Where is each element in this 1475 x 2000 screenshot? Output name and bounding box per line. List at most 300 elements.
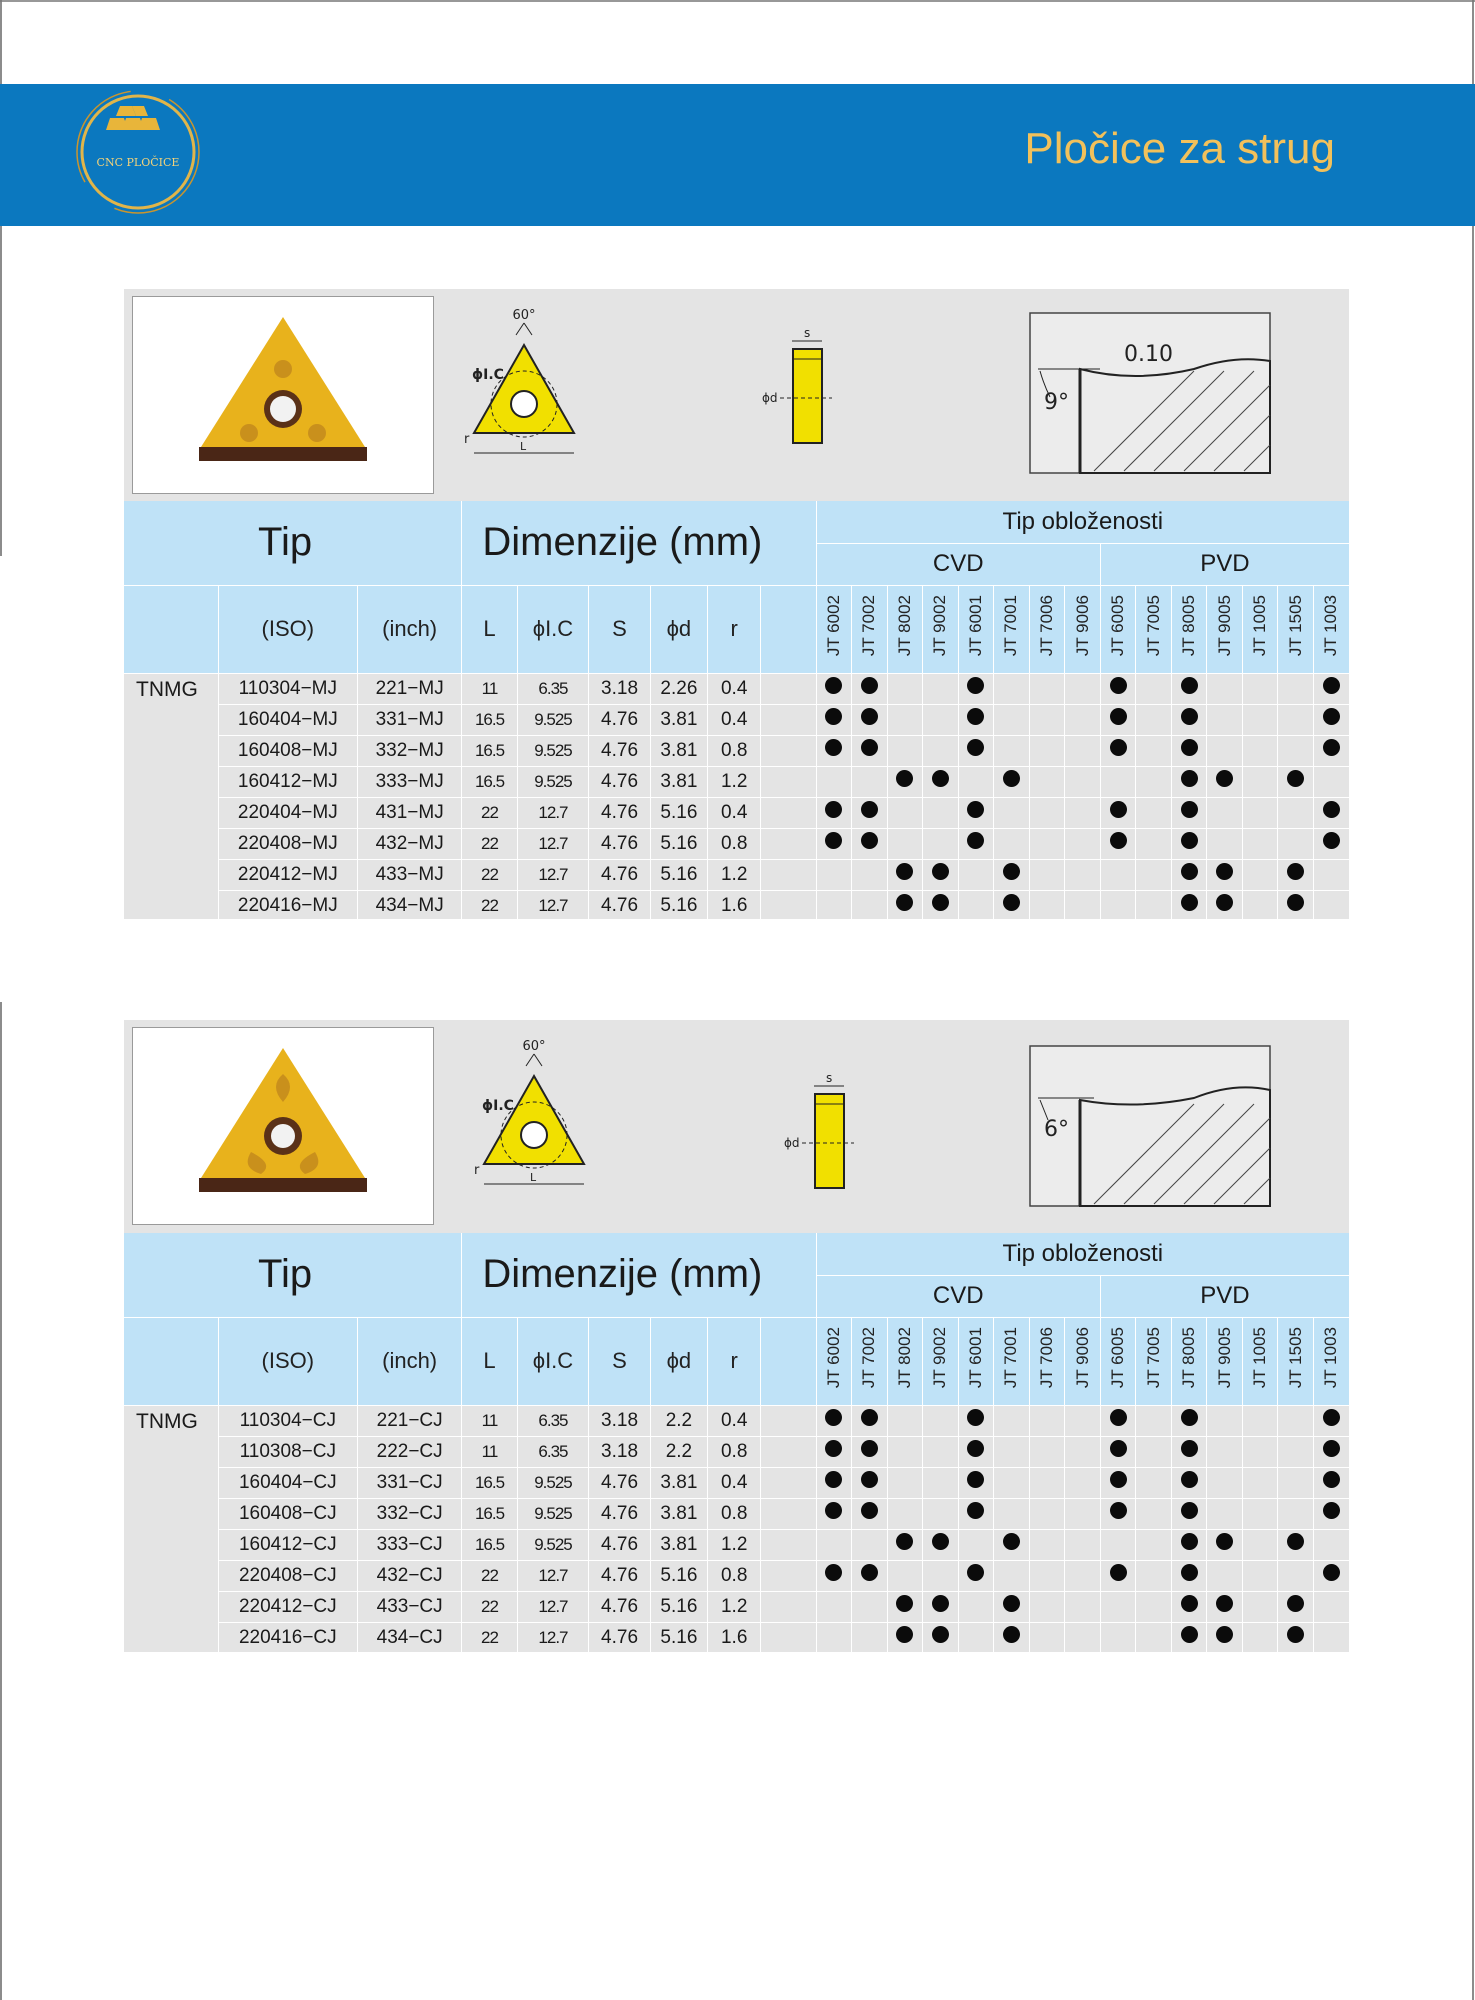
grade-cell [1065,859,1101,890]
grade-cell [994,1405,1030,1436]
grade-cell [923,1436,959,1467]
coating-header: Tip obloženosti [816,501,1349,543]
inch-cell: 332−MJ [357,735,461,766]
availability-dot [1110,677,1127,694]
grade-cell [816,1529,852,1560]
grade-label: JT 7006 [1036,595,1056,657]
r-cell: 0.8 [708,1498,761,1529]
inch-cell: 332−CJ [357,1498,461,1529]
availability-dot [1110,1502,1127,1519]
table-row [124,859,1349,890]
ic-cell: 9.525 [517,1467,589,1498]
grade-cell [1100,859,1136,890]
s-cell: 3.18 [589,1436,650,1467]
availability-dot [825,677,842,694]
availability-dot [932,770,949,787]
ic-cell: 12.7 [517,859,589,890]
triangle-diagram [474,1038,604,1196]
grade-cell [958,735,994,766]
cvd-header: CVD [816,543,1100,585]
grade-cell [887,828,923,859]
grade-label: JT 9002 [930,595,950,657]
grade-cell [1171,1405,1207,1436]
grade-cell [923,1622,959,1653]
col-l: L [462,585,517,673]
grade-cell [1100,1405,1136,1436]
tip-header: Tip [124,1233,462,1317]
grade-cell [1242,1529,1278,1560]
grade-cell [816,735,852,766]
d-cell: 2.26 [650,673,707,704]
grade-cell [1100,1529,1136,1560]
grade-cell [1065,1405,1101,1436]
d-cell: 2.2 [650,1436,707,1467]
grade-cell [1136,1622,1172,1653]
grade-cell [994,797,1030,828]
col-d: ϕd [650,585,707,673]
grade-cell [852,890,888,921]
grade-cell [994,766,1030,797]
grade-cell [852,1436,888,1467]
iso-cell: 160412−CJ [218,1529,357,1560]
availability-dot [1181,708,1198,725]
grade-cell [1171,1560,1207,1591]
grade-cell [1313,766,1349,797]
grade-cell [816,1436,852,1467]
grade-cell [1278,1591,1314,1622]
profile-diagram [1024,311,1274,479]
l-cell: 16.5 [462,1529,517,1560]
grade-label: JT 7002 [859,1327,879,1389]
ic-cell: 9.525 [517,735,589,766]
availability-dot [825,801,842,818]
grade-cell [1242,1498,1278,1529]
table-row [124,1405,1349,1436]
thickness-diagram [784,1072,854,1192]
svg-text:ϕI.C: ϕI.C [472,367,504,383]
svg-text:r: r [464,432,470,447]
grade-cell [1100,828,1136,859]
s-cell: 4.76 [589,1498,650,1529]
grade-header [816,1317,852,1405]
coating-header: Tip obloženosti [816,1233,1349,1275]
s-cell: 4.76 [589,1591,650,1622]
grade-header [1278,1317,1314,1405]
grade-cell [887,1591,923,1622]
col-iso: (ISO) [218,585,357,673]
grade-cell [1207,673,1243,704]
grade-cell [1136,859,1172,890]
grade-label: JT 8002 [894,595,914,657]
type-name: TNMG [124,673,218,921]
grade-cell [1136,1467,1172,1498]
grade-header [1313,1317,1349,1405]
iso-cell: 160408−CJ [218,1498,357,1529]
grade-label: JT 7006 [1036,1327,1056,1389]
grade-cell [1313,1498,1349,1529]
availability-dot [1003,1595,1020,1612]
grade-header [1100,1317,1136,1405]
availability-dot [1323,1564,1340,1581]
availability-dot [1003,1533,1020,1550]
type-name: TNMG [124,1405,218,1653]
grade-cell [887,1436,923,1467]
availability-dot [1287,1626,1304,1643]
grade-cell [852,1467,888,1498]
availability-dot [1181,1533,1198,1550]
grade-cell [1242,1622,1278,1653]
grade-header [1207,1317,1243,1405]
inch-cell: 434−CJ [357,1622,461,1653]
profile-diagram [1024,1044,1274,1212]
svg-text:r: r [474,1163,480,1178]
company-logo [74,88,202,216]
grade-cell [852,828,888,859]
availability-dot [1216,1595,1233,1612]
grade-cell [923,1498,959,1529]
grade-cell [852,673,888,704]
availability-dot [967,708,984,725]
grade-cell [1065,890,1101,921]
grade-cell [1313,1467,1349,1498]
grade-cell [1278,766,1314,797]
grade-cell [1278,859,1314,890]
grade-cell [1242,1467,1278,1498]
grade-cell [994,828,1030,859]
availability-dot [1287,863,1304,880]
col-inch: (inch) [357,1317,461,1405]
availability-dot [967,1409,984,1426]
grade-cell [1065,673,1101,704]
grade-cell [1065,1560,1101,1591]
availability-dot [1323,1502,1340,1519]
svg-text:6°: 6° [1044,1117,1069,1142]
dimensions-header: Dimenzije (mm) [462,1233,816,1317]
grade-cell [1313,1560,1349,1591]
grade-cell [852,766,888,797]
r-cell: 0.8 [708,1560,761,1591]
availability-dot [1323,677,1340,694]
grade-cell [1065,1591,1101,1622]
availability-dot [861,1409,878,1426]
grade-cell [1278,828,1314,859]
inch-cell: 221−MJ [357,673,461,704]
grade-cell [1136,735,1172,766]
availability-dot [861,1564,878,1581]
grade-cell [1136,890,1172,921]
r-cell: 0.4 [708,673,761,704]
grade-cell [1136,828,1172,859]
grade-cell [1171,704,1207,735]
r-cell: 1.6 [708,1622,761,1653]
grade-label: JT 9006 [1072,1327,1092,1389]
availability-dot [932,1626,949,1643]
grade-cell [1171,890,1207,921]
availability-dot [1003,770,1020,787]
grade-cell [1136,1591,1172,1622]
grade-cell [1242,704,1278,735]
availability-dot [967,1471,984,1488]
svg-text:9°: 9° [1044,390,1069,415]
grade-cell [1171,1467,1207,1498]
grade-cell [887,766,923,797]
availability-dot [1181,863,1198,880]
pvd-header: PVD [1100,543,1349,585]
ic-cell: 12.7 [517,1622,589,1653]
table-row [124,1560,1349,1591]
grade-cell [1207,1498,1243,1529]
grade-cell [994,1591,1030,1622]
d-cell: 3.81 [650,704,707,735]
d-cell: 3.81 [650,1498,707,1529]
grade-cell [1278,1467,1314,1498]
inch-cell: 331−MJ [357,704,461,735]
grade-cell [994,1622,1030,1653]
grade-cell [923,1591,959,1622]
grade-cell [958,1436,994,1467]
grade-cell [923,890,959,921]
iso-cell: 160408−MJ [218,735,357,766]
grade-label: JT 7001 [1001,1327,1021,1389]
grade-cell [994,1467,1030,1498]
iso-cell: 110304−CJ [218,1405,357,1436]
grade-header [1207,585,1243,673]
inch-cell: 433−CJ [357,1591,461,1622]
grade-cell [1029,1467,1065,1498]
availability-dot [1287,1595,1304,1612]
availability-dot [967,1440,984,1457]
s-cell: 4.76 [589,704,650,735]
grade-cell [923,1467,959,1498]
availability-dot [1181,832,1198,849]
availability-dot [1003,863,1020,880]
l-cell: 16.5 [462,735,517,766]
availability-dot [861,677,878,694]
inch-cell: 434−MJ [357,890,461,921]
table-row [124,828,1349,859]
col-l: L [462,1317,517,1405]
grade-cell [1242,890,1278,921]
grade-label: JT 1505 [1285,595,1305,657]
grade-label: JT 6005 [1108,595,1128,657]
table-mj [124,501,1349,921]
grade-cell [1029,766,1065,797]
table-row [124,890,1349,921]
l-cell: 16.5 [462,1467,517,1498]
grade-cell [1171,1436,1207,1467]
inch-cell: 433−MJ [357,859,461,890]
grade-cell [1065,766,1101,797]
grade-cell [958,1498,994,1529]
d-cell: 5.16 [650,797,707,828]
table-row [124,735,1349,766]
grade-cell [1171,1622,1207,1653]
iso-cell: 220408−CJ [218,1560,357,1591]
grade-header [994,1317,1030,1405]
grade-cell [1100,766,1136,797]
grade-cell [1207,766,1243,797]
availability-dot [861,801,878,818]
grade-label: JT 6005 [1108,1327,1128,1389]
grade-label: JT 8005 [1179,595,1199,657]
page-title: Pločice za strug [1024,124,1335,173]
availability-dot [1216,1626,1233,1643]
grade-label: JT 6001 [965,1327,985,1389]
s-cell: 4.76 [589,890,650,921]
grade-cell [1207,828,1243,859]
availability-dot [932,1533,949,1550]
l-cell: 11 [462,673,517,704]
grade-cell [1136,766,1172,797]
grade-cell [1278,1622,1314,1653]
r-cell: 1.2 [708,766,761,797]
grade-cell [1065,797,1101,828]
iso-cell: 160404−CJ [218,1467,357,1498]
grade-cell [1065,1498,1101,1529]
grade-cell [852,1498,888,1529]
grade-label: JT 6001 [965,595,985,657]
grade-cell [1278,1498,1314,1529]
grade-header [1242,1317,1278,1405]
grade-cell [1313,1405,1349,1436]
grade-label: JT 1505 [1285,1327,1305,1389]
grade-header [816,585,852,673]
grade-cell [1065,704,1101,735]
grade-header [1136,585,1172,673]
availability-dot [1181,1440,1198,1457]
grade-header [1100,585,1136,673]
grade-cell [923,1560,959,1591]
grade-cell [1207,859,1243,890]
grade-cell [816,766,852,797]
availability-dot [825,1502,842,1519]
s-cell: 4.76 [589,828,650,859]
grade-label: JT 7001 [1001,595,1021,657]
svg-text:0.10: 0.10 [1124,342,1173,367]
r-cell: 0.4 [708,704,761,735]
availability-dot [967,739,984,756]
grade-header [1029,1317,1065,1405]
col-iso: (ISO) [218,1317,357,1405]
grade-cell [923,673,959,704]
grade-cell [1242,859,1278,890]
grade-cell [887,704,923,735]
availability-dot [825,1564,842,1581]
d-cell: 3.81 [650,735,707,766]
grade-cell [994,1436,1030,1467]
grade-cell [1171,673,1207,704]
grade-cell [1278,797,1314,828]
grade-header [923,1317,959,1405]
grade-label: JT 8005 [1179,1327,1199,1389]
grade-cell [1207,890,1243,921]
availability-dot [896,1533,913,1550]
grade-cell [1313,1529,1349,1560]
iso-cell: 220412−CJ [218,1591,357,1622]
grade-cell [1100,673,1136,704]
svg-text:s: s [804,327,811,340]
grade-cell [923,1529,959,1560]
availability-dot [967,801,984,818]
grade-cell [1171,859,1207,890]
grade-cell [1100,704,1136,735]
grade-cell [1065,828,1101,859]
grade-cell [994,673,1030,704]
grade-header [958,585,994,673]
grade-cell [887,735,923,766]
grade-cell [1313,1436,1349,1467]
grade-cell [1313,1622,1349,1653]
grade-cell [1100,735,1136,766]
availability-dot [861,1502,878,1519]
grade-cell [887,890,923,921]
grade-label: JT 1003 [1321,595,1341,657]
availability-dot [1287,1533,1304,1550]
availability-dot [1181,1471,1198,1488]
s-cell: 3.18 [589,1405,650,1436]
grade-cell [816,1498,852,1529]
availability-dot [896,863,913,880]
grade-cell [958,766,994,797]
grade-cell [1029,1622,1065,1653]
l-cell: 22 [462,828,517,859]
grade-cell [1207,1436,1243,1467]
availability-dot [896,1626,913,1643]
s-cell: 4.76 [589,1560,650,1591]
grade-cell [958,1560,994,1591]
grade-cell [1207,1622,1243,1653]
r-cell: 1.2 [708,1529,761,1560]
grade-cell [1029,859,1065,890]
section-mj [124,289,1349,919]
tip-header: Tip [124,501,462,585]
grade-cell [1278,735,1314,766]
iso-cell: 220416−MJ [218,890,357,921]
r-cell: 1.2 [708,859,761,890]
grade-label: JT 7002 [859,595,879,657]
grade-cell [1242,735,1278,766]
grade-header [852,585,888,673]
l-cell: 11 [462,1405,517,1436]
d-cell: 5.16 [650,859,707,890]
grade-header [1171,1317,1207,1405]
grade-cell [816,673,852,704]
grade-cell [1242,797,1278,828]
grade-cell [816,859,852,890]
grade-cell [1242,828,1278,859]
table-row [124,797,1349,828]
grade-header [1171,585,1207,673]
availability-dot [932,863,949,880]
grade-cell [1313,735,1349,766]
grade-cell [1136,673,1172,704]
svg-text:60°: 60° [512,308,536,323]
grade-header [887,585,923,673]
table-row [124,766,1349,797]
ic-cell: 9.525 [517,1498,589,1529]
availability-dot [1110,739,1127,756]
grade-header [1278,585,1314,673]
s-cell: 4.76 [589,1467,650,1498]
availability-dot [1216,770,1233,787]
s-cell: 4.76 [589,1529,650,1560]
grade-cell [1278,890,1314,921]
grade-cell [1313,1591,1349,1622]
availability-dot [825,708,842,725]
col-ic: ϕI.C [517,1317,589,1405]
grade-cell [994,890,1030,921]
grade-cell [1207,735,1243,766]
